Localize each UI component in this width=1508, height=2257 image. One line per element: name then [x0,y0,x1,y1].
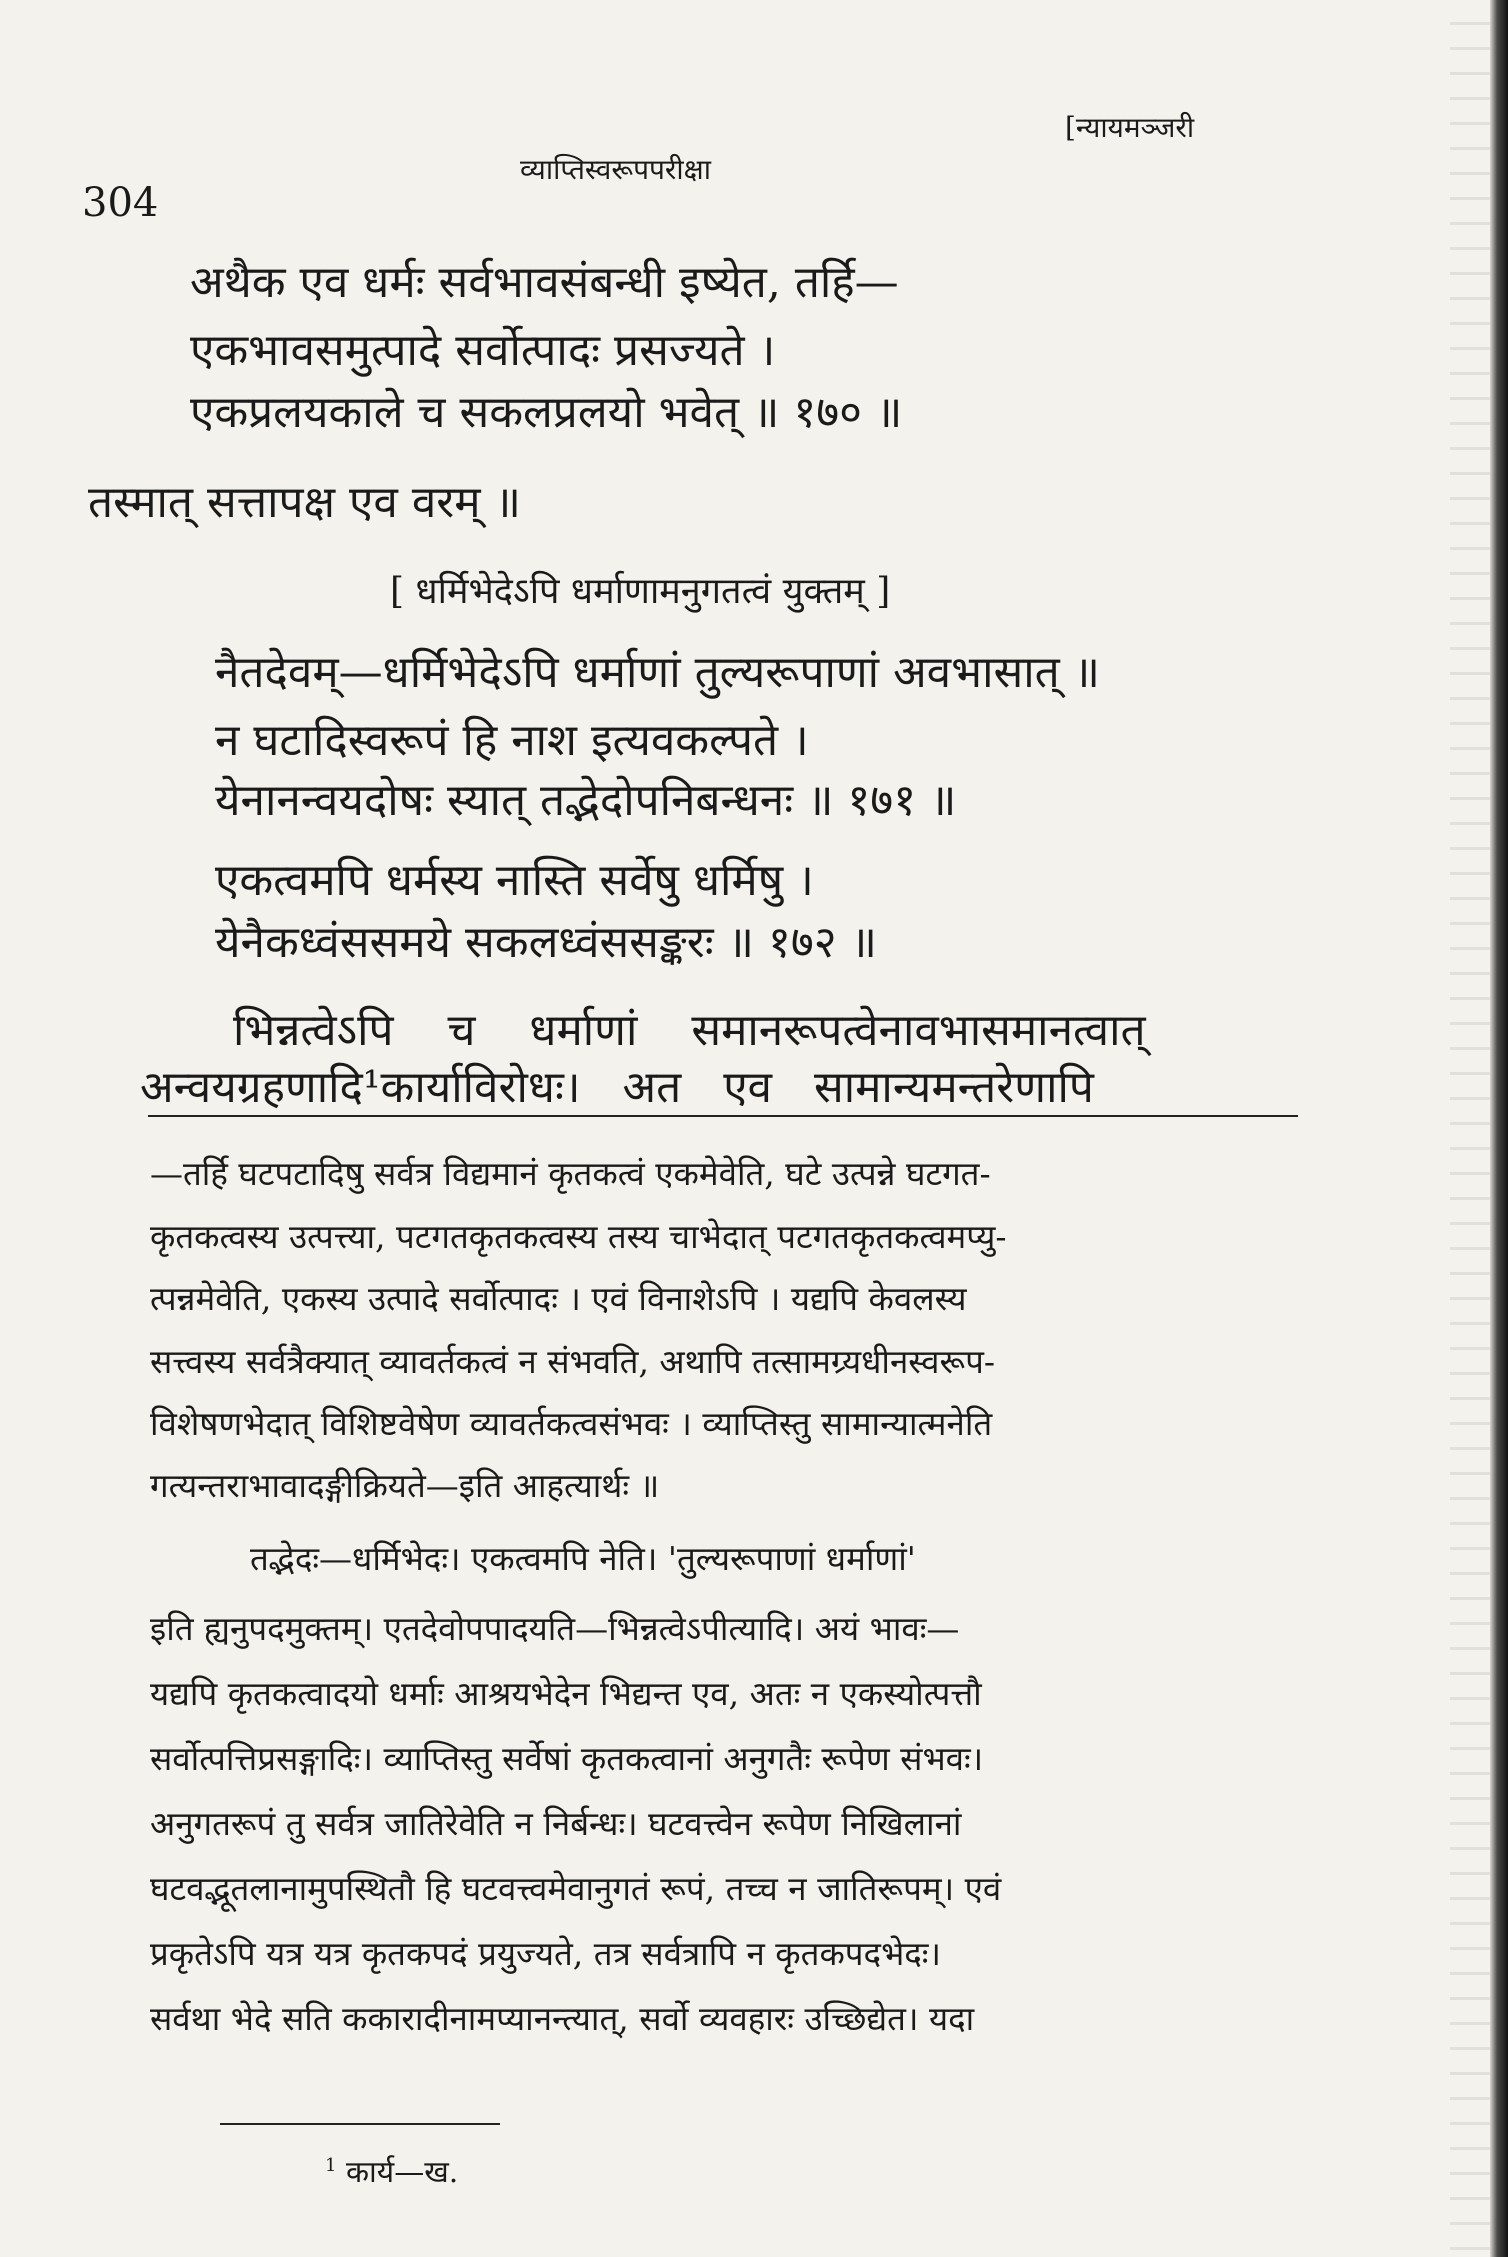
footnote-divider [220,2123,500,2125]
footnote [325,2150,458,2191]
commentary-line: सर्वथा भेदे सति ककारादीनामप्यानन्त्यात्, सर्वो व्यवहारः उच्छिद्येत। यदा [150,1999,975,2038]
verse-line: नैतदेवम्—धर्मिभेदेऽपि धर्माणां तुल्यरूपाणां अवभासात् ॥ [215,647,1101,698]
footnote-text: कार्य—ख. [346,2155,459,2190]
running-head: व्याप्तिस्वरूपपरीक्षा [520,153,711,186]
commentary-line: इति ह्यनुपदमुक्तम्। एतदेवोपपादयति—भिन्नत्वेऽपीत्यादि। अयं भावः— [150,1609,960,1648]
commentary-line: अनुगतरूपं तु सर्वत्र जातिरेवेति न निर्बन्धः। घटवत्त्वेन रूपेण निखिलानां [150,1804,962,1843]
verse-line: येनैकध्वंससमये सकलध्वंससङ्करः ॥ १७२ ॥ [215,917,877,968]
verse-line: न घटादिस्वरूपं हि नाश इत्यवकल्पते । [215,715,809,766]
running-tag: [न्यायमञ्जरी [1065,111,1195,144]
page-edge-shadow [1450,0,1490,2257]
commentary-line: कृतकत्वस्य उत्पत्त्या, पटगतकृतकत्वस्य तस्य चाभेदात् पटगतकृतकत्वमप्यु- [150,1217,1007,1256]
commentary-line: प्रकृतेऽपि यत्र यत्र कृतकपदं प्रयुज्यते, तत्र सर्वत्रापि न कृतकपदभेदः। [150,1934,941,1973]
page-binding-edge [1490,0,1508,2257]
commentary-line: सत्त्वस्य सर्वत्रैक्यात् व्यावर्तकत्वं न संभवति, अथापि तत्सामग्र्यधीनस्वरूप- [150,1342,995,1381]
commentary-line: त्पन्नमेवेति, एकस्य उत्पादे सर्वोत्पादः । एवं विनाशेऽपि । यद्यपि केवलस्य [150,1279,967,1318]
commentary-line: सर्वोत्पत्तिप्रसङ्गादिः। व्याप्तिस्तु सर्वेषां कृतकत्वानां अनुगतैः रूपेण संभवः। [150,1739,984,1778]
verse-line: येनानन्वयदोषः स्यात् तद्भेदोपनिबन्धनः ॥ १७१ ॥ [215,775,957,826]
verse-line: एकत्वमपि धर्मस्य नास्ति सर्वेषु धर्मिषु । [215,855,814,906]
verse-line: तस्मात् सत्तापक्ष एव वरम् ॥ [88,477,521,528]
page-number: 304 [82,180,159,226]
commentary-line: गत्यन्तराभावादङ्गीक्रियते—इति आहत्यार्थः ॥ [150,1466,660,1505]
commentary-line: घटवद्भूतलानामुपस्थितौ हि घटवत्त्वमेवानुगतं रूपं, तच्च न जातिरूपम्। एवं [150,1869,1002,1908]
section-heading: [ धर्मिभेदेऽपि धर्माणामनुगतत्वं युक्तम् ] [390,571,891,612]
verse-line: एकभावसमुत्पादे सर्वोत्पादः प्रसज्यते । [190,325,776,376]
commentary-line: तद्भेदः—धर्मिभेदः। एकत्वमपि नेति। 'तुल्यरूपाणां धर्माणां' [250,1539,916,1578]
footnote-marker: 1 [325,2155,337,2176]
prose-line: अन्वयग्रहणादि¹कार्याविरोधः। अत एव सामान्यमन्तरेणापि [140,1062,1094,1113]
prose-line: भिन्नत्वेऽपि च धर्माणां समानरूपत्वेनावभासमानत्वात् [233,1005,1146,1056]
commentary-line: विशेषणभेदात् विशिष्टवेषेण व्यावर्तकत्वसंभवः । व्याप्तिस्तु सामान्यात्मनेति [150,1404,993,1443]
commentary-divider [148,1115,1298,1117]
commentary-line: —तर्हि घटपटादिषु सर्वत्र विद्यमानं कृतकत्वं एकमेवेति, घटे उत्पन्ने घटगत- [150,1154,991,1193]
commentary-line: यद्यपि कृतकत्वादयो धर्माः आश्रयभेदेन भिद्यन्त एव, अतः न एकस्योत्पत्तौ [150,1674,982,1713]
verse-line: एकप्रलयकाले च सकलप्रलयो भवेत् ॥ १७० ॥ [190,387,903,438]
verse-line: अथैक एव धर्मः सर्वभावसंबन्धी इष्येत, तर्हि— [190,257,899,308]
